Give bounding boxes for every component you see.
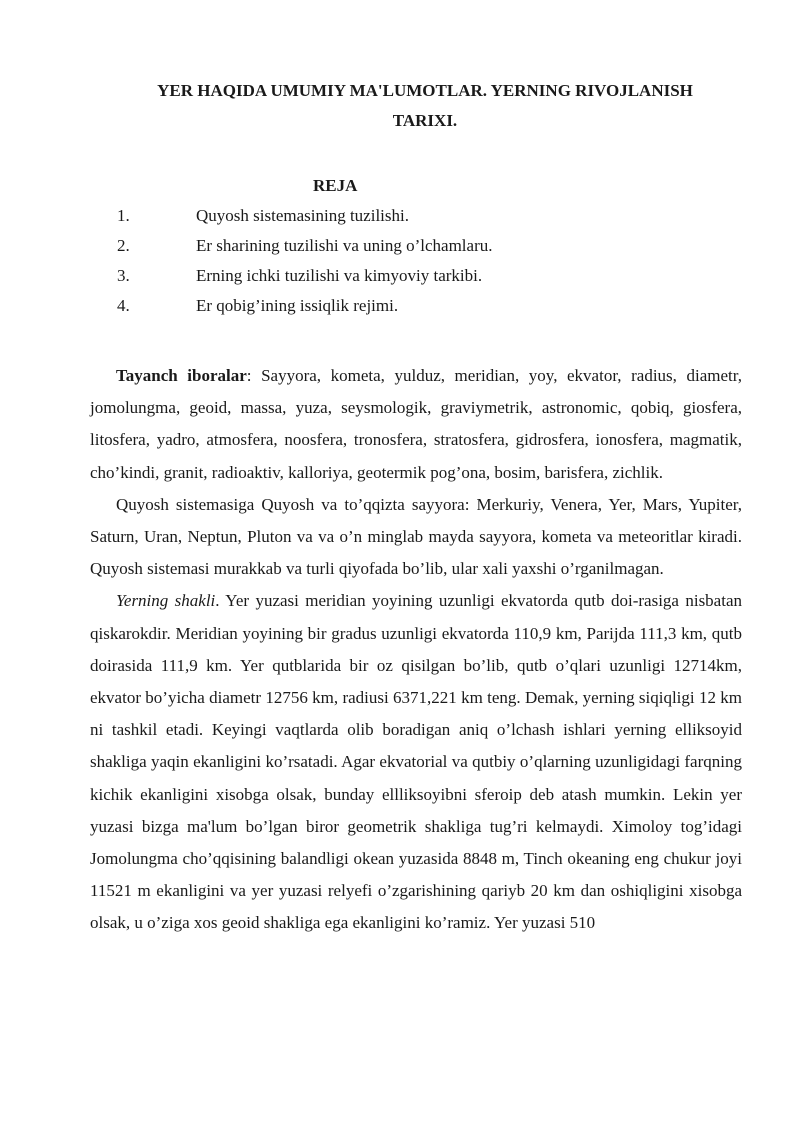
paragraph-earth-shape — [90, 585, 742, 939]
key-terms-text: : Sayyora, kometa, yulduz, meridian, yoy, ekvator, radius, diametr, jomolungma, geoid, massa, yuza, seysmologik, graviymetrik, astronomic, qobiq, giosfera, litosfera, yadro, atmosfera, noosfera, tronosfera, stratosfera, gidrosfera, ionosfera, magmatik, cho’kindi, granit, radioaktiv, kalloriya, geotermik pog’ona, bosim, barisfera, zichlik. — [90, 366, 742, 482]
plan-item-number: 4. — [117, 296, 130, 315]
plan-item-number: 3. — [117, 266, 130, 285]
paragraph-solar-system: Quyosh sistemasiga Quyosh va to’qqizta sayyora: Merkuriy, Venera, Yer, Mars, Yupiter, Saturn, Uran, Neptun, Pluton va va o’n minglab mayda sayyora, kometa va meteoritlar kiradi. Quyosh sistemasi murakkab va turli qiyofada bo’lib, ular xali yaxshi o’rganilmagan. — [90, 494, 742, 579]
plan-item-text: Er sharining tuzilishi va uning o’lchamlaru. — [196, 236, 493, 255]
title-line-1: YER HAQIDA UMUMIY MA'LUMOTLAR. YERNING RIVOJLANISH — [157, 81, 693, 100]
plan-item — [0, 236, 800, 266]
earth-shape-label: Yerning shakli — [116, 591, 216, 611]
plan-item-number: 2. — [117, 236, 130, 255]
plan-list — [0, 206, 800, 326]
plan-item — [0, 296, 800, 326]
key-terms-label: Tayanch iboralar — [116, 366, 247, 385]
plan-heading: REJA — [313, 176, 358, 195]
plan-item — [0, 206, 800, 236]
earth-shape-text: . Yer yuzasi meridian yoyining uzunligi ekvatorda qutb doi-rasiga nisbatan qiskarokdir. Meridian yoyining bir gradus uzunligi ekvatorda 110,9 km, Parijda 111,3 km, qutb doirasida 111,9 km. Yer qutblarida bir oz qisilgan bo’lib, qutb o’qlari uzunligi 12714km, ekvator bo’yicha diametr 12756 km, radiusi 6371,221 km teng. Demak, yerning siqiqligi 12 km ni tashkil etadi. Keyingi vaqtlarda olib boradigan aniq o’lchash ishlari yerning elliksoyid shakliga yaqin ekanligini ko’rsatadi. Agar ekvatorial va qutbiy o’qlarning uzunligidagi farqning kichik ekanligini xisobga olsak, bunday ellliksoyibni sferoip deb atash mumkin. Lekin yer yuzasi bizga ma'lum bo’lgan biror geometrik shakliga tug’ri kelmaydi. Ximoloy tog’idagi Jomolungma cho’qqisining balandligi okean yuzasida 8848 m, Tinch okeaning eng chukur joyi 11521 m ekanligini va yer yuzasi relyefi o’zgarishining qariyb 20 km dan oshiqligini xisobga olsak, u o’ziga xos geoid shakliga ega ekanligini ko’ramiz. Yer yuzasi 510 — [90, 591, 742, 933]
plan-item-text: Quyosh sistemasining tuzilishi. — [196, 206, 409, 225]
plan-item-text: Erning ichki tuzilishi va kimyoviy tarkibi. — [196, 266, 483, 285]
title-line-2: TARIXI. — [392, 111, 458, 130]
plan-item — [0, 266, 800, 296]
document-title — [90, 76, 760, 136]
body-text — [90, 360, 742, 940]
plan-item-number: 1. — [117, 206, 130, 225]
paragraph-key-terms — [90, 360, 742, 489]
plan-item-text: Er qobig’ining issiqlik rejimi. — [196, 296, 399, 315]
